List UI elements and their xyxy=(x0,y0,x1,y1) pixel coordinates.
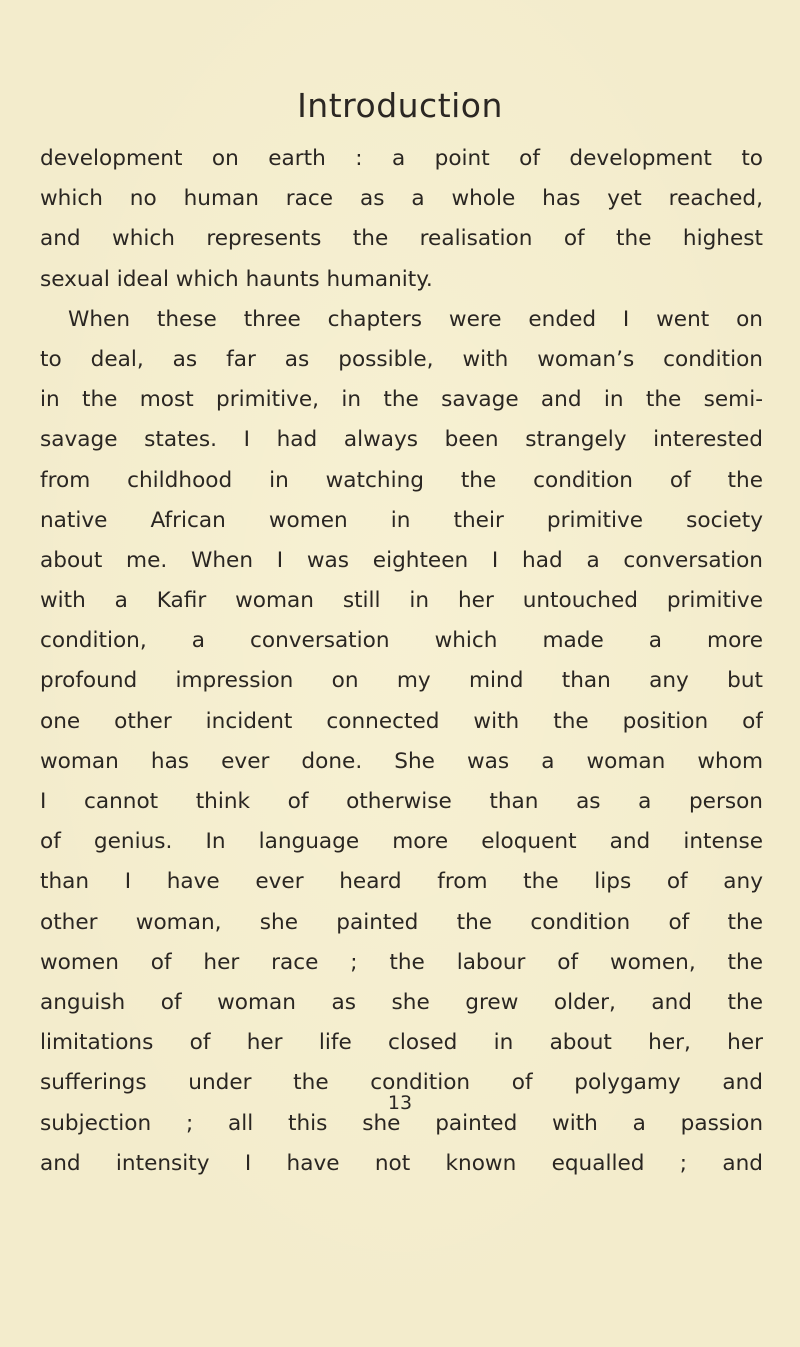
text-line: limitations of her life closed in about her, her xyxy=(40,1030,763,1056)
text-line: than I have ever heard from the lips of any xyxy=(40,869,763,895)
text-line: women of her race ; the labour of women, the xyxy=(40,949,763,975)
text-line: of genius. In language more eloquent and intense xyxy=(40,829,763,855)
text-line: condition, a conversation which made a more xyxy=(40,628,763,654)
running-head: Introduction xyxy=(297,86,503,125)
text-line: which no human race as a whole has yet reached, xyxy=(40,186,763,212)
text-line: with a Kafir woman still in her untouched primitive xyxy=(40,588,763,614)
text-line: woman has ever done. She was a woman whom xyxy=(40,748,763,774)
text-line: in the most primitive, in the savage and in the semi- xyxy=(40,387,763,413)
body-text xyxy=(40,139,763,1184)
text-line: subjection ; all this she painted with a passion xyxy=(40,1110,763,1136)
text-line: I cannot think of otherwise than as a person xyxy=(40,789,763,814)
text-line: from childhood in watching the condition of the xyxy=(40,467,763,493)
text-line: about me. When I was eighteen I had a conversation xyxy=(40,547,763,573)
text-line: When these three chapters were ended I went on xyxy=(68,306,763,332)
text-line: one other incident connected with the position of xyxy=(40,708,763,734)
text-line: other woman, she painted the condition of the xyxy=(40,909,763,935)
text-line: native African women in their primitive society xyxy=(40,507,763,533)
text-line: anguish of woman as she grew older, and the xyxy=(40,989,763,1015)
text-line: sexual ideal which haunts humanity. xyxy=(40,266,433,292)
text-line: sufferings under the condition of polygamy and xyxy=(40,1070,763,1096)
text-line: development on earth : a point of development to xyxy=(40,146,763,171)
text-line: savage states. I had always been strangely interested xyxy=(40,427,763,453)
text-line: and which represents the realisation of the highest xyxy=(40,226,763,252)
page-number: 13 xyxy=(387,1092,413,1114)
text-line: and intensity I have not known equalled ; and xyxy=(40,1150,763,1176)
text-line: profound impression on my mind than any but xyxy=(40,668,763,694)
text-line: to deal, as far as possible, with woman’s condition xyxy=(40,346,763,372)
